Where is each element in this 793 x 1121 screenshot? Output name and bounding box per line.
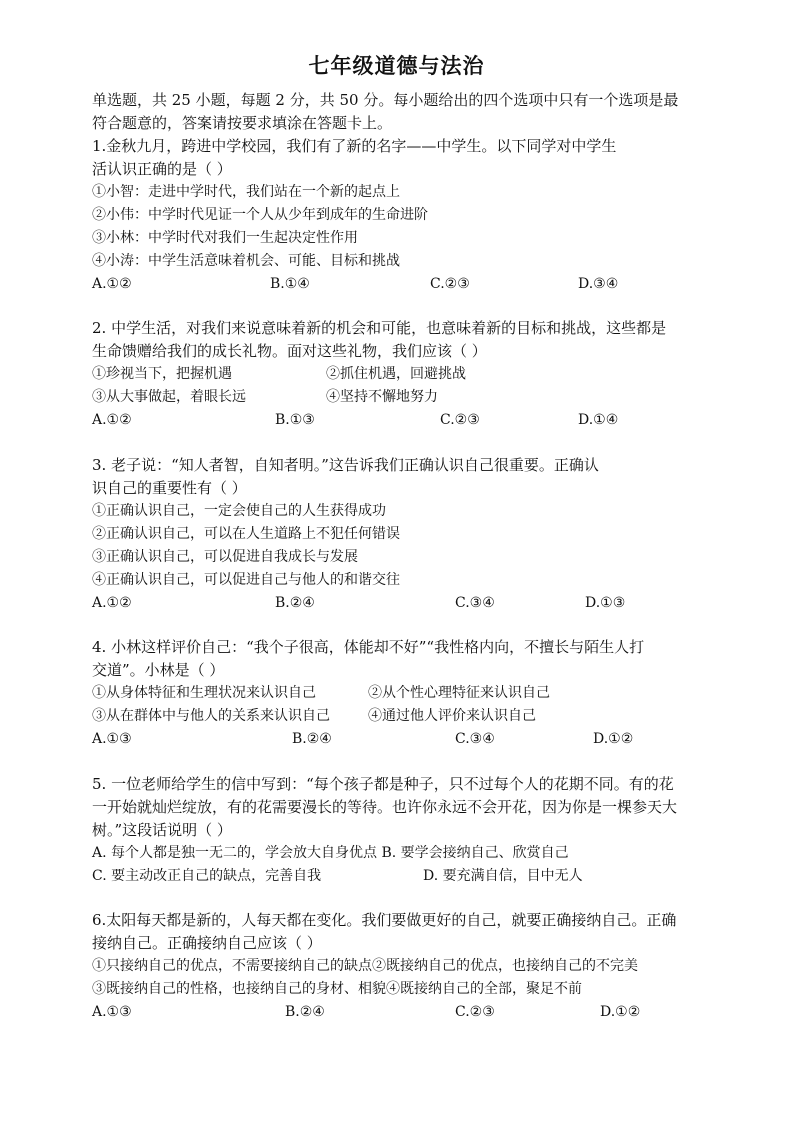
question-4-choice-d: D.①②	[593, 731, 634, 747]
question-2-choice-d: D.①④	[578, 412, 619, 428]
question-6-choice-d: D.①②	[600, 1004, 641, 1020]
question-1-stem: 1.金秋九月，跨进中学校园，我们有了新的名字——中学生。以下同学对中学生	[92, 137, 617, 155]
question-2-item: ③从大事做起，着眼长远	[92, 389, 246, 405]
question-6-item: ③既接纳自己的性格，也接纳自己的身材、相貌④既接纳自己的全部，聚足不前	[92, 981, 582, 997]
question-2-item: ④坚持不懈地努力	[326, 389, 438, 405]
question-6-choice-c: C.②③	[455, 1004, 495, 1020]
question-2-stem: 2. 中学生活，对我们来说意味着新的机会和可能，也意味着新的目标和挑战，这些都是	[92, 319, 667, 337]
intro-line: 单选题，共 25 小题，每题 2 分，共 50 分。每小题给出的四个选项中只有一个选项是最	[92, 91, 679, 109]
question-5-stem: 树。”这段话说明（ ）	[92, 821, 232, 839]
question-5-stem: 一开始就灿烂绽放，有的花需要漫长的等待。也许你永远不会开花，因为你是一棵参天大	[92, 798, 678, 816]
question-1-choice-c: C.②③	[430, 276, 470, 292]
question-1-stem: 活认识正确的是（ ）	[92, 160, 232, 178]
question-3-stem: 识自己的重要性有（ ）	[92, 479, 247, 497]
question-3-choice-c: C.③④	[455, 595, 495, 611]
question-4-stem: 交道”。小林是（ ）	[92, 661, 225, 679]
question-2-choice-a: A.①②	[92, 412, 132, 428]
question-5-stem: 5. 一位老师给学生的信中写到：“每个孩子都是种子，只不过每个人的花期不同。有的花	[92, 775, 674, 793]
question-4-item: ②从个性心理特征来认识自己	[368, 685, 550, 701]
question-3-item: ④正确认识自己，可以促进自己与他人的和谐交往	[92, 572, 400, 588]
question-6-item: ①只接纳自己的优点，不需要接纳自己的缺点②既接纳自己的优点，也接纳自己的不完美	[92, 958, 638, 974]
intro-line: 符合题意的，答案请按要求填涂在答题卡上。	[92, 114, 393, 132]
question-6-choice-b: B.②④	[285, 1004, 325, 1020]
question-4-stem: 4. 小林这样评价自己：“我个子很高，体能却不好”“我性格内向，不擅长与陌生人打	[92, 638, 645, 656]
question-4-choice-a: A.①③	[92, 731, 132, 747]
question-2-choice-b: B.①③	[275, 412, 315, 428]
question-3-choice-d: D.①③	[585, 595, 626, 611]
question-1-item: ②小伟：中学时代见证一个人从少年到成年的生命进阶	[92, 207, 428, 223]
question-4-choice-c: C.③④	[455, 731, 495, 747]
question-3-item: ②正确认识自己，可以在人生道路上不犯任何错误	[92, 526, 400, 542]
page-title: 七年级道德与法治	[308, 53, 485, 78]
question-6-choice-a: A.①③	[92, 1004, 132, 1020]
question-3-stem: 3. 老子说：“知人者智，自知者明。”这告诉我们正确认识自己很重要。正确认	[92, 456, 599, 474]
question-2-item: ②抓住机遇，回避挑战	[326, 366, 466, 382]
question-2-stem: 生命馈赠给我们的成长礼物。面对这些礼物，我们应该（ ）	[92, 342, 487, 360]
question-3-item: ③正确认识自己，可以促进自我成长与发展	[92, 549, 358, 565]
question-1-item: ③小林：中学时代对我们一生起决定性作用	[92, 230, 358, 246]
question-4-item: ④通过他人评价来认识自己	[368, 708, 536, 724]
question-3-item: ①正确认识自己，一定会使自己的人生获得成功	[92, 503, 386, 519]
question-1-choice-b: B.①④	[270, 276, 310, 292]
question-1-choice-d: D.③④	[578, 276, 619, 292]
question-3-choice-a: A.①②	[92, 595, 132, 611]
question-6-stem: 6.太阳每天都是新的，人每天都在变化。我们要做更好的自己，就要正确接纳自己。正确	[92, 911, 677, 929]
question-1-item: ④小涛：中学生活意味着机会、可能、目标和挑战	[92, 253, 400, 269]
question-5-choice-ab: A. 每个人都是独一无二的，学会放大自身优点 B. 要学会接纳自己、欣赏自己	[92, 845, 569, 861]
question-1-item: ①小智：走进中学时代，我们站在一个新的起点上	[92, 184, 400, 200]
question-6-stem: 接纳自己。正确接纳自己应该（ ）	[92, 934, 322, 952]
question-2-item: ①珍视当下，把握机遇	[92, 366, 232, 382]
question-4-choice-b: B.②④	[292, 731, 332, 747]
question-5-choice-c: C. 要主动改正自己的缺点，完善自我	[92, 868, 322, 884]
question-2-choice-c: C.②③	[440, 412, 480, 428]
question-4-item: ①从身体特征和生理状况来认识自己	[92, 685, 316, 701]
question-3-choice-b: B.②④	[275, 595, 315, 611]
question-4-item: ③从在群体中与他人的关系来认识自己	[92, 708, 330, 724]
question-5-choice-d: D. 要充满自信，目中无人	[423, 868, 583, 884]
question-1-choice-a: A.①②	[92, 276, 132, 292]
